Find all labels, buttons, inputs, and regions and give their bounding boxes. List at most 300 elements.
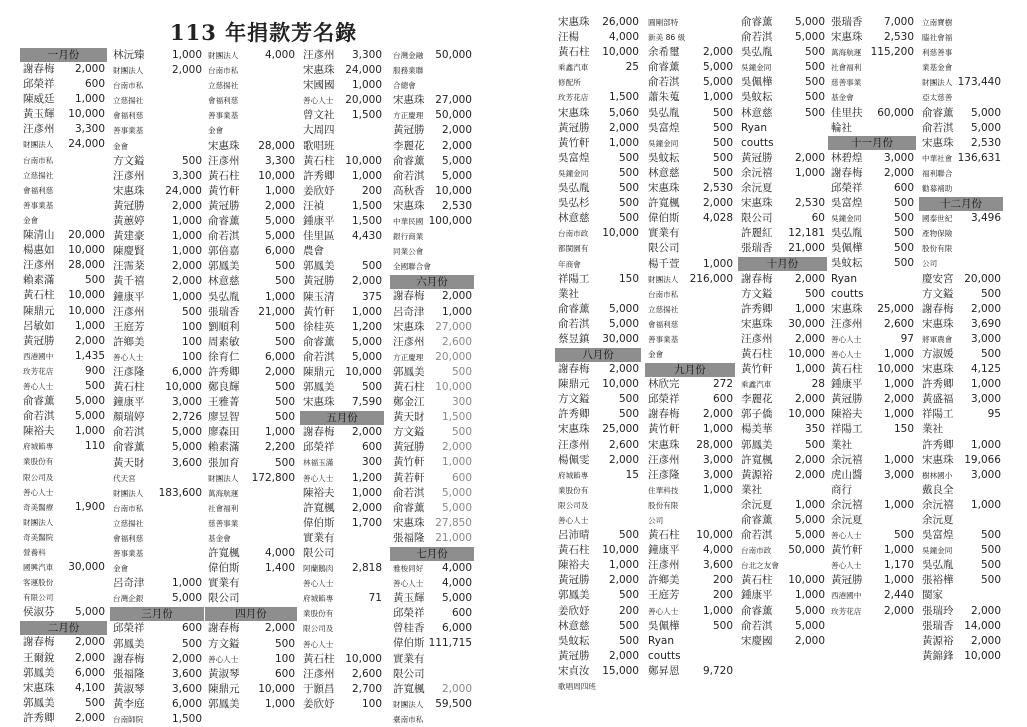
donor-name: 方文鎰 [113, 154, 145, 167]
donor-row [645, 664, 735, 679]
donation-amount: 6,000 [264, 350, 295, 363]
donation-amount: 2,000 [74, 334, 105, 347]
donor-row [645, 498, 735, 513]
donation-amount: 500 [804, 61, 825, 74]
donor-row [645, 136, 735, 151]
donor-name: 宋惠珠 [558, 16, 590, 28]
donor-name: 業社 [741, 483, 762, 496]
donation-amount: 2,000 [74, 63, 105, 75]
donor-name: 金會 [208, 126, 224, 136]
donor-name: 財團法人 [23, 140, 54, 150]
donor-row [110, 154, 204, 169]
donor-name: 鄭良輝 [208, 381, 240, 394]
donation-amount: 2,000 [74, 711, 105, 724]
donor-name: 客運股份 [23, 578, 54, 588]
donation-amount: 3,000 [702, 468, 733, 481]
donation-amount: 150 [618, 272, 639, 285]
donor-name: 黃冠勝 [558, 649, 590, 662]
donor-name: 臨社會福 [922, 33, 953, 43]
donor-name: 吳蚊耘 [558, 634, 590, 647]
donor-name: 歌唱周四班 [558, 682, 596, 692]
donation-amount: 1,000 [702, 91, 733, 104]
donor-name: 汪彥州 [741, 332, 773, 345]
donor-name: 黃淑琴 [208, 667, 240, 680]
month-header: 二月份 [20, 621, 107, 635]
donor-row [919, 347, 1003, 362]
donor-name: 陳裕夫 [831, 408, 863, 421]
donor-row [205, 546, 297, 561]
donation-amount: 500 [181, 637, 202, 650]
donor-name: 社會福利 [831, 63, 862, 73]
donor-name: 台灣企銀 [113, 594, 144, 604]
donor-name: 呂奇津 [393, 305, 425, 318]
donor-name: 偉伯斯 [303, 516, 335, 529]
donation-amount: 2,000 [171, 275, 202, 288]
donor-row [300, 244, 384, 259]
donor-row [828, 332, 916, 347]
donor-name: 宋惠珠 [303, 396, 335, 409]
donor-row [20, 349, 107, 364]
donation-amount: 10,000 [435, 184, 472, 197]
donor-name: 俞睿薰 [648, 61, 680, 74]
donor-name: 高秋香 [393, 184, 425, 197]
donor-row [828, 30, 916, 45]
donor-row [20, 288, 107, 303]
donation-amount: 500 [618, 151, 639, 164]
donor-row [828, 15, 916, 30]
donor-name: 吳弘胤 [831, 227, 863, 240]
donor-name: 許鄉美 [648, 574, 680, 587]
donation-amount: 21,000 [788, 242, 825, 255]
donor-row [390, 93, 474, 108]
donor-name: 基金會 [208, 534, 231, 543]
donation-amount: 1,000 [702, 423, 733, 436]
donor-name: 汪彥隆 [648, 468, 680, 481]
donor-name: 實業有 [208, 577, 240, 590]
donor-row [555, 287, 641, 302]
donor-name: 吳弘杉 [558, 197, 590, 210]
donor-row [110, 456, 204, 471]
donor-name: 吳鐘金同 [831, 214, 862, 224]
donor-row [390, 410, 474, 425]
donor-name: 吳蚊耘 [741, 91, 773, 104]
donor-row [919, 75, 1003, 90]
donor-name: 許秀卿 [303, 169, 335, 182]
donation-amount: 3,496 [970, 212, 1001, 225]
donor-row [645, 634, 735, 649]
donor-row [919, 332, 1003, 347]
donation-amount: 1,000 [264, 184, 295, 197]
donor-name: 吳佩樺 [741, 76, 773, 89]
donor-name: 限公司及 [558, 500, 589, 510]
donor-row [738, 181, 827, 196]
donor-row [205, 139, 297, 154]
donor-name: 宋惠珠 [648, 438, 680, 451]
donor-row [205, 259, 297, 274]
donation-amount: 3,000 [883, 151, 914, 164]
donor-row [300, 576, 384, 591]
donor-row [300, 335, 384, 350]
donor-name: 善心人士 [23, 381, 54, 391]
donation-amount: 600 [451, 471, 472, 484]
donation-amount: 28,000 [696, 438, 733, 451]
donor-name: 方文鎰 [393, 426, 425, 439]
donor-name: 財團法人 [648, 274, 679, 284]
donor-row [828, 302, 916, 317]
donor-row [828, 75, 916, 90]
donation-amount: 3,600 [171, 667, 202, 680]
donor-row [20, 364, 107, 379]
donor-row [738, 528, 827, 543]
donation-amount: 1,000 [441, 456, 472, 469]
donor-name: 虎山醬 [831, 468, 863, 481]
month-header: 八月份 [555, 348, 641, 362]
donation-amount: 1,000 [794, 589, 825, 602]
donor-name: 宋貞汝 [558, 664, 590, 677]
donation-amount: 2,000 [794, 332, 825, 345]
donor-name: 會福利慈 [23, 185, 54, 195]
donor-name: 善事業基 [648, 334, 679, 344]
donor-name: 俞睿薰 [23, 395, 55, 408]
donor-row [390, 682, 474, 697]
donor-name: 陳鼎元 [208, 682, 240, 695]
donor-name: 台南市政 [558, 229, 589, 239]
donor-row [110, 440, 204, 455]
donation-amount: 2,000 [883, 604, 914, 617]
donor-name: 立慈揚社 [648, 304, 679, 314]
donor-name: 郭鳳美 [208, 697, 240, 710]
donor-row [555, 407, 641, 422]
donor-row [919, 90, 1003, 105]
donor-name: 宋惠珠 [23, 681, 55, 694]
donor-row [919, 241, 1003, 256]
donor-row [300, 169, 384, 184]
donor-name: 黃石柱 [303, 652, 335, 665]
donor-name: 邱榮祥 [113, 622, 145, 635]
donation-amount: 375 [361, 290, 382, 303]
donor-row [738, 407, 827, 422]
donor-row [645, 483, 735, 498]
donor-row [20, 379, 107, 394]
donor-row [110, 78, 204, 93]
donation-amount: 28 [811, 378, 825, 391]
donor-row [300, 365, 384, 380]
donor-row [390, 606, 474, 621]
donation-amount: 5,000 [351, 335, 382, 348]
donor-row [390, 712, 474, 727]
donor-row [390, 214, 474, 229]
donor-name: 呂敏如 [23, 319, 55, 332]
donor-name: 黃錦鋒 [922, 649, 954, 662]
donor-name: 吳鐘金同 [558, 168, 589, 178]
donation-amount: 6,000 [171, 697, 202, 710]
donor-row [738, 483, 827, 498]
donor-name: 宋惠珠 [922, 136, 954, 149]
donor-row [20, 62, 107, 77]
donor-name: coutts [648, 649, 681, 662]
donor-name: 宋惠珠 [393, 199, 425, 212]
donor-row [110, 652, 204, 667]
donor-row [205, 591, 297, 606]
donation-amount: 2,530 [702, 182, 733, 195]
donor-name: 黃石柱 [208, 169, 240, 182]
donor-row [555, 483, 641, 498]
donor-row [205, 697, 297, 712]
donation-amount: 25 [625, 61, 639, 74]
donor-row [645, 407, 735, 422]
donation-amount: 1,000 [74, 425, 105, 438]
donor-row [555, 121, 641, 136]
donor-name: 俞若淇 [393, 486, 425, 499]
donor-row [919, 272, 1003, 287]
donor-row [110, 486, 204, 501]
donor-row [300, 108, 384, 123]
donor-name: 郭鳳美 [303, 381, 335, 394]
donor-name: 陳慶賢 [113, 245, 145, 258]
donation-amount: 500 [618, 619, 639, 632]
donor-row [738, 588, 827, 603]
donor-name: 許秀卿 [922, 378, 954, 391]
donor-name: 俞若淇 [303, 350, 335, 363]
donor-name: 府城餡專 [23, 442, 54, 452]
donor-name: 金會 [648, 350, 664, 360]
donation-amount: 19,066 [964, 453, 1001, 466]
donor-row [20, 590, 107, 605]
donor-name: 王雅菁 [208, 396, 240, 409]
donor-name: 張瑞香 [922, 619, 954, 632]
donor-row [738, 377, 827, 392]
donor-row [20, 575, 107, 590]
donor-row [555, 422, 641, 437]
donor-name: 立慈揚社 [208, 81, 239, 91]
donor-row [110, 471, 204, 486]
donation-amount: 1,000 [883, 544, 914, 557]
donor-row [390, 561, 474, 576]
donation-amount: 1,000 [794, 363, 825, 376]
donation-amount: 2,000 [794, 393, 825, 406]
donor-name: 限公司 [741, 212, 773, 225]
donor-name: 黃冠勝 [393, 124, 425, 137]
donation-amount: 2,600 [351, 667, 382, 680]
donation-amount: 500 [618, 589, 639, 602]
donor-name: 善事業基 [23, 200, 54, 210]
donor-name: 鄭金江 [393, 396, 425, 409]
donation-amount: 5,000 [794, 604, 825, 617]
donor-name: 邱榮祥 [303, 441, 335, 454]
donor-row [390, 501, 474, 516]
donor-row [205, 561, 297, 576]
donor-name: 張瑞香 [208, 305, 240, 318]
donor-row [555, 377, 641, 392]
donor-name: 呂沛晴 [558, 529, 590, 542]
donor-name: 汪彥州 [303, 667, 335, 680]
donor-name: 吳蚊耘 [831, 257, 863, 270]
donor-name: 宋惠珠 [113, 184, 145, 197]
donor-name: 林欣完 [648, 378, 680, 391]
donor-name: 汪彥州 [303, 49, 335, 61]
donor-row [738, 302, 827, 317]
donor-row [205, 652, 297, 667]
donation-amount: 173,440 [957, 76, 1001, 89]
donor-row [919, 287, 1003, 302]
donation-amount: 1,000 [351, 486, 382, 499]
donor-row [300, 531, 384, 546]
donor-row [645, 121, 735, 136]
donor-row [20, 228, 107, 243]
donor-row [645, 317, 735, 332]
donation-amount: 1,000 [608, 559, 639, 572]
donor-row [828, 588, 916, 603]
donor-row [300, 682, 384, 697]
donation-amount: 4,000 [702, 544, 733, 557]
donor-name: 郭鳳美 [393, 365, 425, 378]
donor-name: 會福利慈 [113, 534, 144, 543]
donation-amount: 2,000 [351, 275, 382, 288]
donor-name: 西港國中 [831, 591, 862, 601]
donor-row [205, 637, 297, 652]
donor-row [20, 334, 107, 349]
donor-row [110, 410, 204, 425]
donor-name: 黃石柱 [741, 347, 773, 360]
donor-name: 張加育 [208, 456, 240, 469]
donor-row [110, 561, 204, 576]
donor-row [390, 48, 474, 63]
donor-name: 黃石柱 [393, 380, 425, 393]
donor-name: 財團法人 [208, 473, 239, 483]
donor-row [555, 619, 641, 634]
donor-name: 閩家 [922, 589, 943, 602]
donation-amount: 1,200 [351, 471, 382, 484]
donation-amount: 500 [181, 154, 202, 167]
donor-row [300, 63, 384, 78]
donor-name: 善事業基 [113, 126, 144, 136]
donor-row [300, 184, 384, 199]
donor-row [20, 560, 107, 575]
donor-column [110, 48, 204, 727]
donor-name: 郭鳳美 [741, 438, 773, 451]
donor-row [205, 123, 297, 138]
donor-row [300, 471, 384, 486]
donor-row [300, 486, 384, 501]
donation-amount: 4,430 [351, 230, 382, 243]
donor-row [110, 229, 204, 244]
donor-row [828, 543, 916, 558]
donation-amount: 2,000 [171, 652, 202, 665]
donor-name: 王庭芳 [648, 589, 680, 602]
donor-name: 鐘康平 [113, 396, 145, 409]
donor-row [555, 498, 641, 513]
donor-name: 善心人士 [831, 531, 862, 541]
donation-amount: 2,000 [351, 426, 382, 439]
donor-row [390, 621, 474, 636]
donor-row [645, 60, 735, 75]
donation-amount: 2,000 [702, 46, 733, 59]
donation-amount: 3,300 [74, 123, 105, 136]
donation-amount: 2,000 [171, 260, 202, 273]
donation-amount: 1,170 [883, 559, 914, 572]
donor-row [390, 199, 474, 214]
donor-row [20, 470, 107, 485]
donor-name: 黃石柱 [648, 529, 680, 542]
donor-name: 黃石柱 [558, 46, 590, 59]
donor-name: 方正慶理 [393, 111, 424, 121]
donor-row [555, 15, 641, 30]
donation-amount: 6,000 [264, 245, 295, 258]
donation-amount: 2,000 [74, 636, 105, 649]
donor-name: 郭鳳美 [113, 637, 145, 650]
donor-name: 楊惠如 [23, 244, 55, 257]
donation-amount: 10,000 [602, 227, 639, 240]
donor-name: 金會 [113, 141, 129, 151]
donor-name: 許秀卿 [922, 438, 954, 451]
donor-name: 圓剛部特 [648, 18, 679, 27]
donation-amount: 30,000 [68, 561, 105, 574]
donor-row [205, 78, 297, 93]
donor-name: 宋惠珠 [393, 516, 425, 529]
donor-name: 徐育仁 [208, 350, 240, 363]
donor-row [919, 407, 1003, 422]
donation-amount: 1,000 [351, 169, 382, 182]
donation-amount: 2,000 [883, 166, 914, 179]
donor-name: 張瑞香 [741, 242, 773, 255]
donor-name: 鍾康平 [831, 378, 863, 391]
donor-row [205, 440, 297, 455]
donor-row [300, 274, 384, 289]
donation-amount: 10,000 [258, 169, 295, 182]
donor-row [919, 573, 1003, 588]
donor-name: 黃石柱 [558, 544, 590, 557]
donation-amount: 500 [893, 227, 914, 240]
donation-amount: 500 [804, 76, 825, 89]
donor-row [205, 108, 297, 123]
donor-name: 黃天財 [393, 411, 425, 424]
donation-amount: 50,000 [788, 544, 825, 557]
donation-amount: 12,181 [788, 227, 825, 240]
donor-name: 楊千萱 [648, 257, 680, 270]
donor-row [645, 619, 735, 634]
donation-amount: 14,000 [964, 619, 1001, 632]
donation-amount: 30,000 [602, 332, 639, 345]
donor-name: 吳鐘金同 [648, 138, 679, 148]
donor-name: 俞若淇 [741, 529, 773, 542]
donation-amount: 4,000 [264, 547, 295, 560]
donor-name: 許秀卿 [23, 711, 55, 724]
donor-row [300, 305, 384, 320]
donor-row [205, 621, 297, 636]
donor-row [828, 573, 916, 588]
donor-name: 財團法人 [113, 66, 144, 76]
donation-amount: 500 [893, 242, 914, 255]
donation-amount: 2,530 [970, 136, 1001, 149]
donation-amount: 60 [811, 212, 825, 225]
donation-amount: 20,000 [345, 94, 382, 107]
donor-row [300, 440, 384, 455]
donor-name: 林碧煌 [831, 151, 863, 164]
donation-amount: 10,000 [258, 682, 295, 695]
donation-amount: 2,000 [970, 634, 1001, 647]
donation-amount: 1,000 [883, 347, 914, 360]
donor-row [110, 350, 204, 365]
donor-column [828, 15, 916, 619]
donor-name: 俞若淇 [558, 317, 590, 330]
donation-amount: 110 [84, 440, 105, 453]
donor-name: 俞睿薰 [303, 335, 335, 348]
donor-row [645, 543, 735, 558]
donor-name: 吳弘胤 [208, 290, 240, 303]
donor-name: 慶安宮 [922, 272, 954, 285]
donor-name: 廖昱智 [208, 411, 240, 424]
donation-amount: 60,000 [877, 106, 914, 119]
